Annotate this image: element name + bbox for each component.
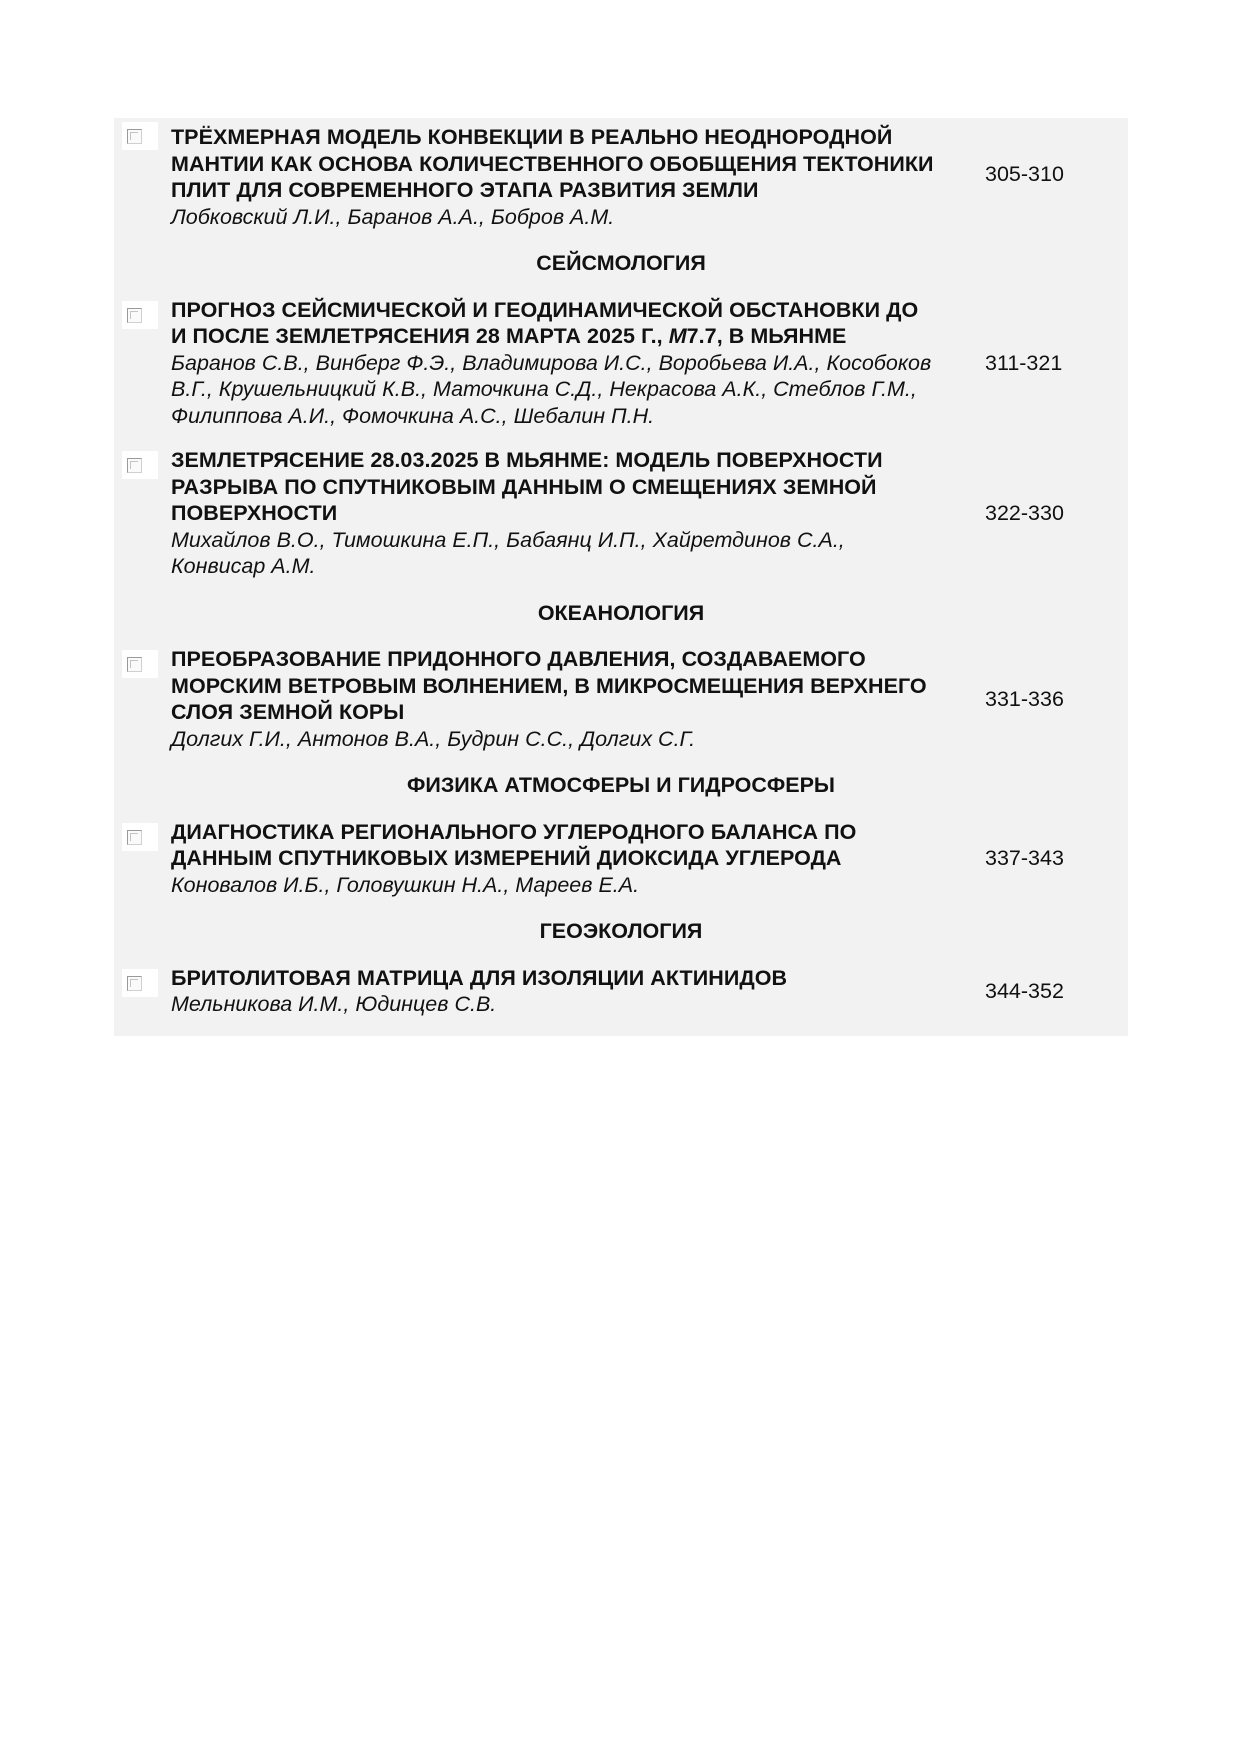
article-pages: 322-330 — [985, 501, 1064, 525]
article-title[interactable]: БРИТОЛИТОВАЯ МАТРИЦА ДЛЯ ИЗОЛЯЦИИ АКТИНИДОВ — [171, 965, 788, 990]
article-authors: Михайлов В.О., Тимошкина Е.П., Бабаянц И.П., Хайретдинов С.А., Конвисар А.М. — [171, 527, 845, 578]
broken-image-icon[interactable] — [122, 823, 158, 851]
magnitude-symbol: M — [668, 324, 687, 348]
section-heading: ФИЗИКА АТМОСФЕРЫ И ГИДРОСФЕРЫ — [407, 773, 835, 797]
article-pages: 331-336 — [985, 686, 1064, 711]
article-row — [114, 118, 1128, 230]
article-pages: 344-352 — [985, 978, 1064, 1003]
broken-image-icon[interactable] — [122, 650, 158, 678]
article-row — [114, 819, 1128, 899]
article-row — [114, 447, 1128, 580]
article-row — [114, 297, 1128, 430]
article-authors: Лобковский Л.И., Баранов А.А., Бобров А.М. — [171, 204, 615, 229]
broken-image-icon[interactable] — [122, 301, 158, 329]
article-pages: 305-310 — [985, 161, 1064, 186]
article-title[interactable]: ЗЕМЛЕТРЯСЕНИЕ 28.03.2025 В МЬЯНМЕ: МОДЕЛЬ ПОВЕРХНОСТИ РАЗРЫВА ПО СПУТНИКОВЫМ ДАННЫМ О СМЕЩЕНИЯХ ЗЕМНОЙ ПОВЕРХНОСТИ — [171, 448, 883, 525]
article-authors: Баранов С.В., Винберг Ф.Э., Владимирова И.С., Воробьева И.А., Кособоков В.Г., Крушельницкий К.В., Маточкина С.Д., Некрасова А.К., Стеблов Г.М., Филиппова А.И., Фомочкина А.С., Шебалин П.Н. — [171, 350, 932, 428]
article-title[interactable]: ТРЁХМЕРНАЯ МОДЕЛЬ КОНВЕКЦИИ В РЕАЛЬНО НЕОДНОРОДНОЙ МАНТИИ КАК ОСНОВА КОЛИЧЕСТВЕННОГО ОБОБЩЕНИЯ ТЕКТОНИКИ ПЛИТ ДЛЯ СОВРЕМЕННОГО ЭТАПА РАЗВИТИЯ ЗЕМЛИ — [171, 125, 934, 202]
article-authors: Долгих Г.И., Антонов В.А., Будрин С.С., Долгих С.Г. — [171, 726, 696, 751]
broken-image-icon[interactable] — [122, 122, 158, 150]
article-authors: Мельникова И.М., Юдинцев С.В. — [171, 992, 497, 1016]
broken-image-icon[interactable] — [122, 451, 158, 479]
article-title[interactable] — [171, 297, 938, 350]
article-pages: 311-321 — [985, 350, 1063, 375]
article-authors: Коновалов И.Б., Головушкин Н.А., Мареев Е.А. — [171, 872, 640, 897]
section-heading: ОКЕАНОЛОГИЯ — [537, 600, 705, 625]
article-title-part: ПРОГНОЗ СЕЙСМИЧЕСКОЙ И ГЕОДИНАМИЧЕСКОЙ ОБСТАНОВКИ ДО И ПОСЛЕ ЗЕМЛЕТРЯСЕНИЯ 28 МАРТА 2025 Г., — [171, 297, 919, 348]
article-pages: 337-343 — [985, 846, 1064, 870]
article-row — [114, 965, 1128, 1018]
broken-image-icon[interactable] — [122, 969, 158, 997]
article-row — [114, 646, 1128, 752]
table-of-contents — [114, 118, 1128, 1036]
article-title-part: 7.7, В МЬЯНМЕ — [686, 324, 847, 348]
section-heading: ГЕОЭКОЛОГИЯ — [539, 919, 703, 943]
article-title[interactable]: ПРЕОБРАЗОВАНИЕ ПРИДОННОГО ДАВЛЕНИЯ, СОЗДАВАЕМОГО МОРСКИМ ВЕТРОВЫМ ВОЛНЕНИЕМ, В МИКРОСМЕЩЕНИЯ ВЕРХНЕГО СЛОЯ ЗЕМНОЙ КОРЫ — [171, 647, 927, 724]
article-title[interactable]: ДИАГНОСТИКА РЕГИОНАЛЬНОГО УГЛЕРОДНОГО БАЛАНСА ПО ДАННЫМ СПУТНИКОВЫХ ИЗМЕРЕНИЙ ДИОКСИДА УГЛЕРОДА — [171, 819, 857, 870]
section-heading: СЕЙСМОЛОГИЯ — [536, 251, 706, 275]
